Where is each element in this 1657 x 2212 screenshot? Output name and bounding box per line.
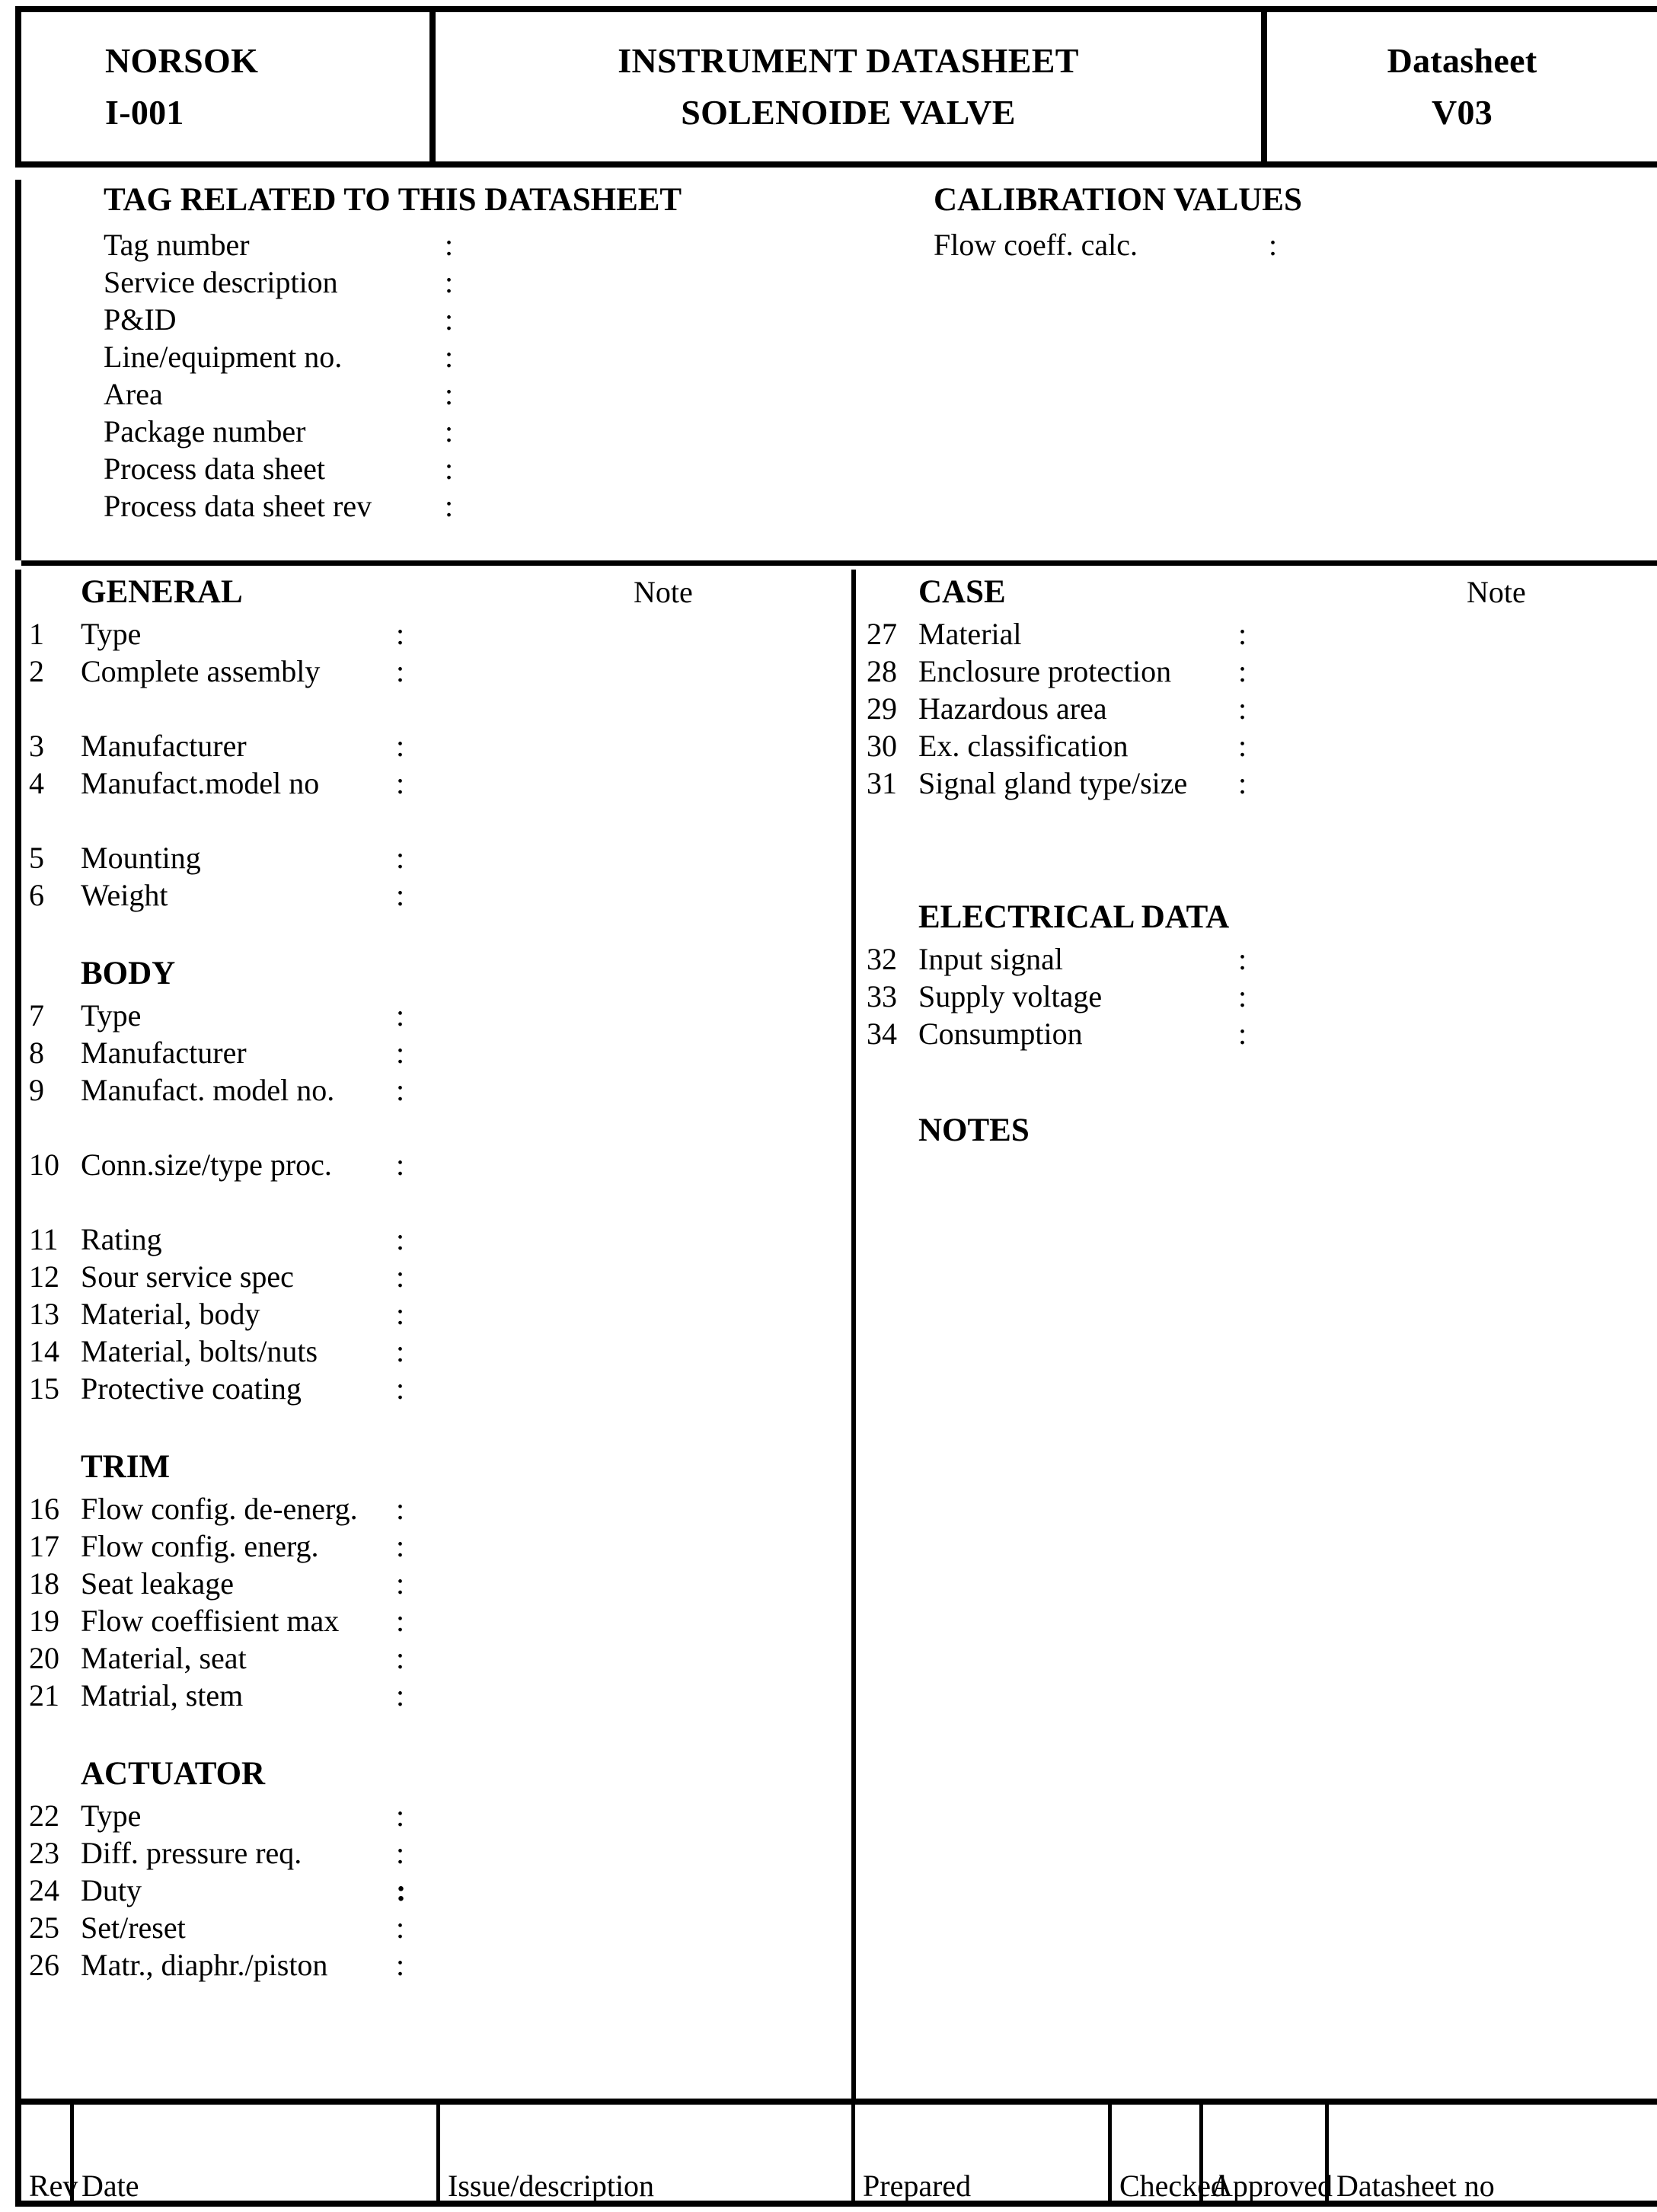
item-row-13[interactable] (29, 1295, 851, 1333)
right-column (867, 570, 1651, 1915)
item-colon-25: : (396, 1910, 405, 1945)
item-colon-33: : (1238, 979, 1247, 1013)
revbar-cell-datasheet-no[interactable] (1329, 2099, 1657, 2207)
item-number-34: 34 (867, 1017, 897, 1051)
item-number-8: 8 (29, 1036, 44, 1070)
tag-row-tag-number[interactable] (104, 226, 903, 263)
item-number-11: 11 (29, 1222, 59, 1256)
header-left-border (15, 6, 21, 168)
item-colon-28: : (1238, 654, 1247, 688)
item-colon-3: : (396, 729, 405, 763)
item-row-9[interactable] (29, 1071, 851, 1109)
item-label-11: Rating (81, 1222, 162, 1256)
item-row-6[interactable] (29, 876, 851, 914)
item-label-3: Manufacturer (81, 729, 247, 763)
item-colon-1: : (396, 617, 405, 651)
item-colon-4: : (396, 766, 405, 800)
item-label-33: Supply voltage (918, 979, 1103, 1013)
item-colon-22: : (396, 1799, 405, 1833)
pid-label: P&ID (104, 302, 177, 337)
item-spacer (29, 802, 851, 839)
section-title-body: BODY (81, 956, 176, 991)
item-row-8[interactable] (29, 1034, 851, 1071)
body-column-divider (851, 570, 856, 2099)
item-number-14: 14 (29, 1334, 59, 1368)
item-label-13: Material, body (81, 1297, 260, 1331)
package-number-colon: : (445, 414, 454, 448)
calibration-values-section (934, 180, 1619, 263)
item-label-28: Enclosure protection (918, 654, 1172, 688)
revbar-label-checked: Checked (1119, 2169, 1226, 2203)
item-colon-8: : (396, 1036, 405, 1070)
item-row-22[interactable] (29, 1797, 851, 1834)
item-number-20: 20 (29, 1641, 59, 1675)
revbar-label-prepared: Prepared (863, 2169, 972, 2203)
item-colon-21: : (396, 1678, 405, 1712)
process-data-sheet-rev-colon: : (445, 489, 454, 523)
item-colon-27: : (1238, 617, 1247, 651)
item-label-16: Flow config. de-energ. (81, 1492, 358, 1526)
standard-name: NORSOK (105, 41, 259, 80)
tagblock-left-border (15, 180, 21, 560)
item-number-9: 9 (29, 1073, 44, 1107)
item-label-17: Flow config. energ. (81, 1529, 319, 1563)
item-row-5[interactable] (29, 839, 851, 876)
item-spacer (29, 1183, 851, 1221)
item-row-19[interactable] (29, 1602, 851, 1639)
body-left-border (15, 570, 21, 2099)
item-number-3: 3 (29, 729, 44, 763)
datasheet-version: V03 (1431, 93, 1493, 132)
tag-row-process-data-sheet-rev[interactable] (104, 487, 903, 525)
item-label-14: Material, bolts/nuts (81, 1334, 318, 1368)
section-header-case (867, 570, 1651, 615)
item-colon-12: : (396, 1259, 405, 1294)
section-title-trim: TRIM (81, 1449, 171, 1485)
section-header-general (29, 570, 851, 615)
item-row-7[interactable] (29, 997, 851, 1034)
item-number-28: 28 (867, 654, 897, 688)
tag-and-calibration-block (15, 180, 1657, 560)
item-row-26[interactable] (29, 1946, 851, 1984)
item-number-18: 18 (29, 1566, 59, 1601)
item-number-12: 12 (29, 1259, 59, 1294)
datasheet-body (15, 570, 1657, 2092)
note-column-header-general: Note (634, 575, 693, 609)
item-label-1: Type (81, 617, 142, 651)
section-title-electrical-data: ELECTRICAL DATA (918, 899, 1230, 935)
item-colon-10: : (396, 1147, 405, 1182)
package-number-label: Package number (104, 414, 306, 448)
section-header-electrical-data (867, 895, 1651, 940)
item-label-26: Matr., diaphr./piston (81, 1948, 328, 1982)
item-label-34: Consumption (918, 1017, 1083, 1051)
item-row-23[interactable] (29, 1834, 851, 1872)
flow-coeff-calc-label: Flow coeff. calc. (934, 228, 1138, 262)
item-colon-26: : (396, 1948, 405, 1982)
item-number-24: 24 (29, 1873, 59, 1907)
revbar-label-issue-description: Issue/description (448, 2169, 655, 2203)
revbar-cell-issue-description[interactable] (440, 2099, 851, 2207)
revbar-label-rev: Rev (29, 2169, 78, 2203)
item-colon-29: : (1238, 691, 1247, 726)
item-row-31[interactable] (867, 764, 1651, 802)
note-column-header-case: Note (1467, 575, 1526, 609)
item-colon-15: : (396, 1371, 405, 1406)
item-colon-30: : (1238, 729, 1247, 763)
calibration-section-title: CALIBRATION VALUES (934, 182, 1302, 218)
item-number-23: 23 (29, 1836, 59, 1870)
section-title-general: GENERAL (81, 574, 243, 610)
revbar-cell-checked[interactable] (1112, 2099, 1226, 2207)
item-colon-7: : (396, 998, 405, 1033)
item-number-7: 7 (29, 998, 44, 1033)
item-label-23: Diff. pressure req. (81, 1836, 302, 1870)
item-colon-13: : (396, 1297, 405, 1331)
item-label-30: Ex. classification (918, 729, 1129, 763)
datasheet-page (15, 6, 1657, 2207)
tag-row-process-data-sheet[interactable] (104, 450, 903, 487)
item-colon-18: : (396, 1566, 405, 1601)
item-label-4: Manufact.model no (81, 766, 320, 800)
process-data-sheet-colon: : (445, 452, 454, 486)
tag-row-pid[interactable] (104, 301, 903, 338)
item-row-1[interactable] (29, 615, 851, 653)
item-row-20[interactable] (29, 1639, 851, 1677)
tag-related-section (104, 180, 903, 525)
item-colon-5: : (396, 841, 405, 875)
item-colon-11: : (396, 1222, 405, 1256)
item-number-27: 27 (867, 617, 897, 651)
tag-row-area[interactable] (104, 375, 903, 413)
section-spacer (29, 1407, 851, 1444)
tag-row-line-equipment-no[interactable] (104, 338, 903, 375)
item-colon-23: : (396, 1836, 405, 1870)
header-divider-2 (1261, 6, 1267, 168)
item-label-10: Conn.size/type proc. (81, 1147, 332, 1182)
item-label-27: Material (918, 617, 1022, 651)
datasheet-title-line-2: SOLENOIDE VALVE (681, 93, 1016, 132)
item-row-12[interactable] (29, 1258, 851, 1295)
item-colon-9: : (396, 1073, 405, 1107)
item-number-29: 29 (867, 691, 897, 726)
item-number-31: 31 (867, 766, 897, 800)
revbar-left-border (15, 2099, 21, 2207)
item-colon-20: : (396, 1641, 405, 1675)
item-row-24[interactable] (29, 1872, 851, 1909)
section-spacer (867, 1090, 1651, 1108)
section-spacer (867, 802, 1651, 839)
item-row-32[interactable] (867, 940, 1651, 978)
section-title-notes: NOTES (918, 1112, 1030, 1148)
item-label-18: Seat leakage (81, 1566, 234, 1601)
section-spacer (29, 1714, 851, 1751)
section-spacer (867, 1052, 1651, 1090)
item-row-33[interactable] (867, 978, 1651, 1015)
section-title-actuator: ACTUATOR (81, 1756, 266, 1792)
flow-coeff-calc-colon: : (1269, 228, 1278, 262)
item-row-18[interactable] (29, 1565, 851, 1602)
item-number-5: 5 (29, 841, 44, 875)
item-row-34[interactable] (867, 1015, 1651, 1052)
item-label-25: Set/reset (81, 1910, 186, 1945)
tag-section-title: TAG RELATED TO THIS DATASHEET (104, 182, 682, 218)
item-label-22: Type (81, 1799, 142, 1833)
header-standard-cell (21, 6, 429, 168)
item-label-7: Type (81, 998, 142, 1033)
item-colon-19: : (396, 1604, 405, 1638)
item-label-31: Signal gland type/size (918, 766, 1188, 800)
item-number-4: 4 (29, 766, 44, 800)
section-title-case: CASE (918, 574, 1006, 610)
header-divider-1 (429, 6, 436, 168)
section-header-trim (29, 1444, 851, 1490)
header-revision-cell (1267, 6, 1657, 168)
datasheet-label: Datasheet (1387, 41, 1537, 80)
item-label-5: Mounting (81, 841, 201, 875)
item-colon-2: : (396, 654, 405, 688)
item-row-10[interactable] (29, 1146, 851, 1183)
item-colon-17: : (396, 1529, 405, 1563)
item-label-20: Material, seat (81, 1641, 247, 1675)
item-colon-6: : (396, 878, 405, 912)
process-data-sheet-label: Process data sheet (104, 452, 326, 486)
item-number-15: 15 (29, 1371, 59, 1406)
item-number-30: 30 (867, 729, 897, 763)
section-spacer (867, 839, 1651, 876)
item-label-8: Manufacturer (81, 1036, 247, 1070)
item-label-6: Weight (81, 878, 168, 912)
item-colon-14: : (396, 1334, 405, 1368)
item-label-9: Manufact. model no. (81, 1073, 335, 1107)
item-row-25[interactable] (29, 1909, 851, 1946)
item-number-1: 1 (29, 617, 44, 651)
tag-row-service-description[interactable] (104, 263, 903, 301)
standard-number: I-001 (105, 93, 184, 132)
revbar-cell-date[interactable] (74, 2099, 436, 2207)
notes-free-area[interactable] (867, 1154, 1651, 1915)
item-number-26: 26 (29, 1948, 59, 1982)
tag-number-label: Tag number (104, 228, 250, 262)
item-number-13: 13 (29, 1297, 59, 1331)
section-header-notes (867, 1108, 1651, 1154)
item-number-6: 6 (29, 878, 44, 912)
item-number-19: 19 (29, 1604, 59, 1638)
datasheet-title-line-1: INSTRUMENT DATASHEET (618, 41, 1079, 80)
item-spacer (29, 690, 851, 727)
item-row-15[interactable] (29, 1370, 851, 1407)
revbar-cell-rev[interactable] (21, 2099, 78, 2207)
revbar-cell-prepared[interactable] (855, 2099, 1108, 2207)
item-colon-24: : (396, 1873, 407, 1907)
item-row-21[interactable] (29, 1677, 851, 1714)
item-row-29[interactable] (867, 690, 1651, 727)
section-header-body (29, 951, 851, 997)
header-title-cell (436, 6, 1261, 168)
section-header-actuator (29, 1751, 851, 1797)
calibration-row-flow-coeff-calc[interactable] (934, 226, 1619, 263)
item-colon-31: : (1238, 766, 1247, 800)
revbar-label-date: Date (81, 2169, 139, 2203)
item-row-11[interactable] (29, 1221, 851, 1258)
item-row-4[interactable] (29, 764, 851, 802)
item-spacer (29, 1109, 851, 1146)
item-row-28[interactable] (867, 653, 1651, 690)
item-colon-34: : (1238, 1017, 1247, 1051)
item-colon-32: : (1238, 942, 1247, 976)
item-label-12: Sour service spec (81, 1259, 294, 1294)
item-label-24: Duty (81, 1873, 142, 1907)
area-label: Area (104, 377, 163, 411)
item-row-16[interactable] (29, 1490, 851, 1527)
item-row-3[interactable] (29, 727, 851, 764)
service-description-label: Service description (104, 265, 338, 299)
process-data-sheet-rev-label: Process data sheet rev (104, 489, 372, 523)
item-number-10: 10 (29, 1147, 59, 1182)
item-label-15: Protective coating (81, 1371, 302, 1406)
item-number-25: 25 (29, 1910, 59, 1945)
revision-bar (15, 2099, 1657, 2207)
revbar-label-datasheet-no: Datasheet no (1336, 2169, 1495, 2203)
item-colon-16: : (396, 1492, 405, 1526)
item-number-33: 33 (867, 979, 897, 1013)
revbar-cell-approved[interactable] (1203, 2099, 1333, 2207)
item-row-27[interactable] (867, 615, 1651, 653)
item-number-17: 17 (29, 1529, 59, 1563)
item-label-32: Input signal (918, 942, 1063, 976)
left-column (29, 570, 851, 1984)
datasheet-header (15, 6, 1657, 168)
item-label-19: Flow coeffisient max (81, 1604, 340, 1638)
item-row-2[interactable] (29, 653, 851, 690)
item-number-21: 21 (29, 1678, 59, 1712)
item-row-17[interactable] (29, 1527, 851, 1565)
tagblock-bottom-rule (21, 560, 1657, 566)
item-number-32: 32 (867, 942, 897, 976)
item-row-30[interactable] (867, 727, 1651, 764)
tag-row-package-number[interactable] (104, 413, 903, 450)
area-colon: : (445, 377, 454, 411)
item-number-2: 2 (29, 654, 44, 688)
item-label-21: Matrial, stem (81, 1678, 244, 1712)
line-equipment-no-colon: : (445, 340, 454, 374)
item-label-2: Complete assembly (81, 654, 321, 688)
item-row-14[interactable] (29, 1333, 851, 1370)
tag-number-colon: : (445, 228, 454, 262)
revbar-label-approved: Approved (1211, 2169, 1333, 2203)
section-spacer (29, 914, 851, 951)
item-number-16: 16 (29, 1492, 59, 1526)
item-label-29: Hazardous area (918, 691, 1107, 726)
section-spacer (867, 876, 1651, 895)
service-description-colon: : (445, 265, 454, 299)
pid-colon: : (445, 302, 454, 337)
item-number-22: 22 (29, 1799, 59, 1833)
line-equipment-no-label: Line/equipment no. (104, 340, 343, 374)
